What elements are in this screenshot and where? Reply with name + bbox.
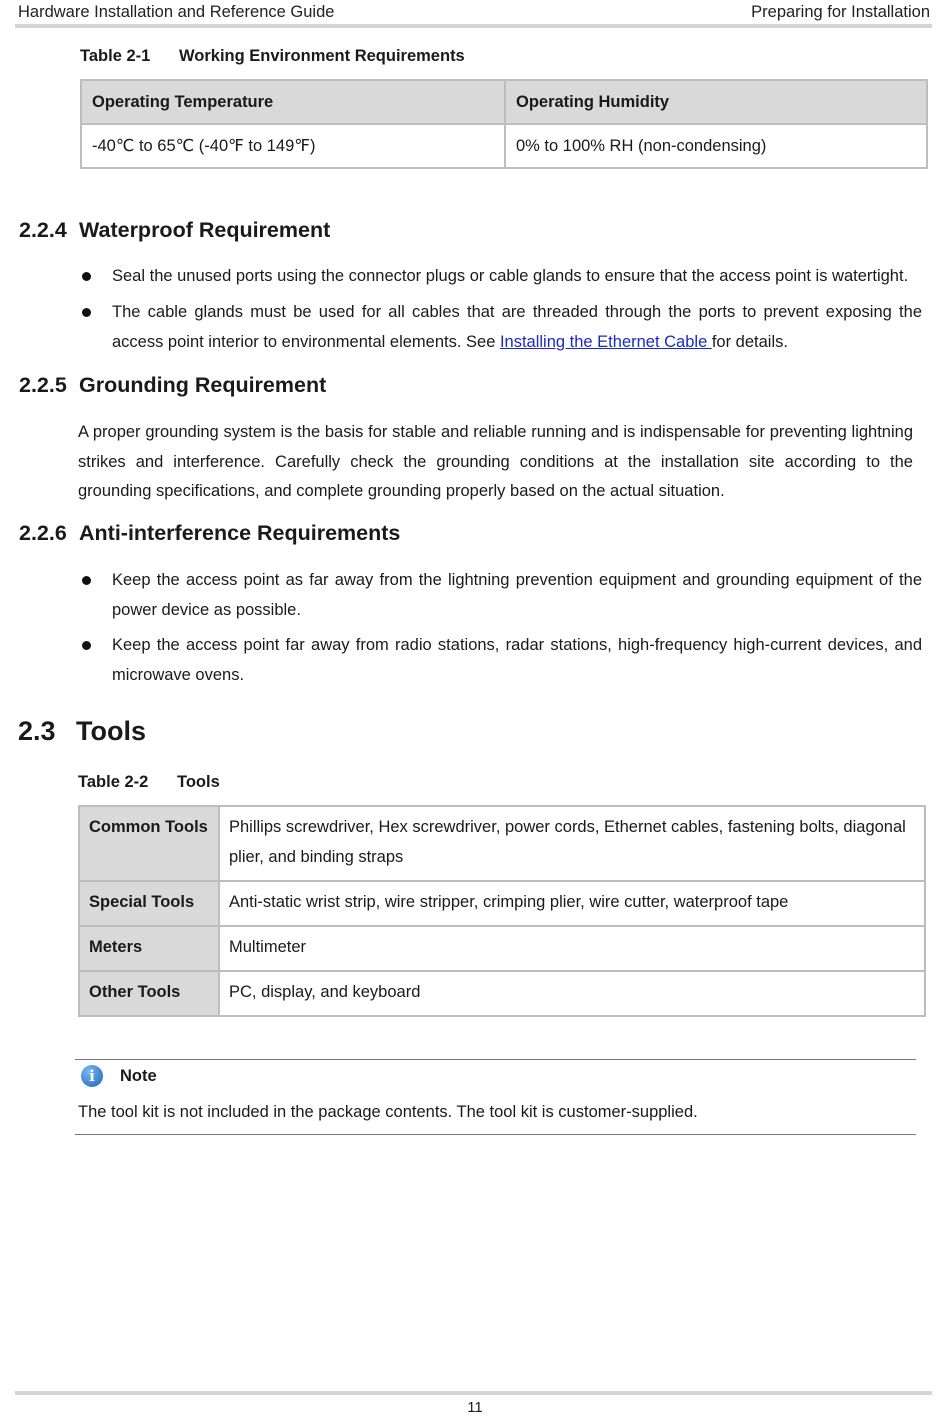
bullet-icon xyxy=(82,576,91,585)
section-heading xyxy=(19,218,330,243)
section-heading xyxy=(19,521,400,546)
bullet-icon xyxy=(82,308,91,317)
running-header-chapter: Preparing for Installation xyxy=(751,3,930,21)
section-title: Grounding Requirement xyxy=(79,373,327,397)
table-key-cell: Other Tools xyxy=(79,971,219,1016)
table-row xyxy=(79,971,925,1016)
table-cell: PC, display, and keyboard xyxy=(219,971,925,1016)
table-cell: 0% to 100% RH (non-condensing) xyxy=(505,124,927,168)
list-item xyxy=(82,298,922,357)
bullet-icon xyxy=(82,272,91,281)
table-header-cell: Operating Temperature xyxy=(81,80,505,124)
list-item xyxy=(82,566,922,625)
table-caption xyxy=(78,773,220,792)
list-item-text: Keep the access point as far away from the lightning prevention equipment and grounding equipment of the power device as possible. xyxy=(112,571,922,619)
table-header-cell: Operating Humidity xyxy=(505,80,927,124)
table-cell: Phillips screwdriver, Hex screwdriver, power cords, Ethernet cables, fastening bolts, diagonal plier, and binding straps xyxy=(219,806,925,881)
table-label: Table 2-1 xyxy=(80,47,151,65)
xref-link-ethernet-cable[interactable]: Installing the Ethernet Cable xyxy=(499,332,712,351)
section-heading xyxy=(19,373,326,398)
table-key-cell: Common Tools xyxy=(79,806,219,881)
page-number: 11 xyxy=(467,1399,483,1416)
header-rule xyxy=(15,24,932,28)
table-label: Table 2-2 xyxy=(78,773,149,791)
list-item-text xyxy=(112,298,922,357)
list-item xyxy=(82,631,922,690)
note-label: Note xyxy=(120,1067,157,1085)
note-bottom-rule xyxy=(75,1134,916,1135)
list-item xyxy=(82,262,922,292)
table-title: Tools xyxy=(177,773,220,791)
table-row xyxy=(79,926,925,971)
section-number: 2.3 xyxy=(18,716,56,746)
table-row xyxy=(79,881,925,926)
section-title: Anti-interference Requirements xyxy=(79,521,401,545)
section-number: 2.2.6 xyxy=(19,521,67,545)
list-item-text-part: for details. xyxy=(711,332,788,351)
list-item-text: Keep the access point far away from radio stations, radar stations, high-frequency high-current devices, and microwave ovens. xyxy=(112,636,922,684)
table-cell: Anti-static wrist strip, wire stripper, crimping plier, wire cutter, waterproof tape xyxy=(219,881,925,926)
note-top-rule xyxy=(75,1059,916,1060)
table-row xyxy=(79,806,925,881)
list-item-text-part: The cable glands must be used for all cables that are threaded through the ports to prevent exposing the access point interior to environmental elements. See xyxy=(112,303,922,351)
section-number: 2.2.4 xyxy=(19,218,67,242)
info-icon: i xyxy=(81,1065,103,1087)
table-cell: -40℃ to 65℃ (-40℉ to 149℉) xyxy=(81,124,505,168)
table-row xyxy=(81,124,927,168)
table-title: Working Environment Requirements xyxy=(179,47,465,65)
running-header-title: Hardware Installation and Reference Guide xyxy=(18,3,335,21)
section-number: 2.2.5 xyxy=(19,373,67,397)
environment-table xyxy=(80,79,928,169)
tools-table xyxy=(78,805,926,1017)
footer-rule xyxy=(15,1391,932,1395)
section-title: Waterproof Requirement xyxy=(79,218,331,242)
list-item-text: Seal the unused ports using the connector plugs or cable glands to ensure that the access point is watertight. xyxy=(112,267,909,285)
table-key-cell: Special Tools xyxy=(79,881,219,926)
body-paragraph: A proper grounding system is the basis for stable and reliable running and is indispensable for preventing lightning strikes and interference. Carefully check the grounding conditions at the installation site according to the grounding specifications, and complete grounding properly based on the actual situation. xyxy=(78,423,913,500)
bullet-icon xyxy=(82,641,91,650)
table-caption xyxy=(80,47,465,66)
table-cell: Multimeter xyxy=(219,926,925,971)
table-key-cell: Meters xyxy=(79,926,219,971)
table-header-row xyxy=(81,80,927,124)
section-title: Tools xyxy=(76,716,146,746)
note-text: The tool kit is not included in the package contents. The tool kit is customer-supplied. xyxy=(78,1103,698,1121)
chapter-section-heading xyxy=(18,716,146,747)
